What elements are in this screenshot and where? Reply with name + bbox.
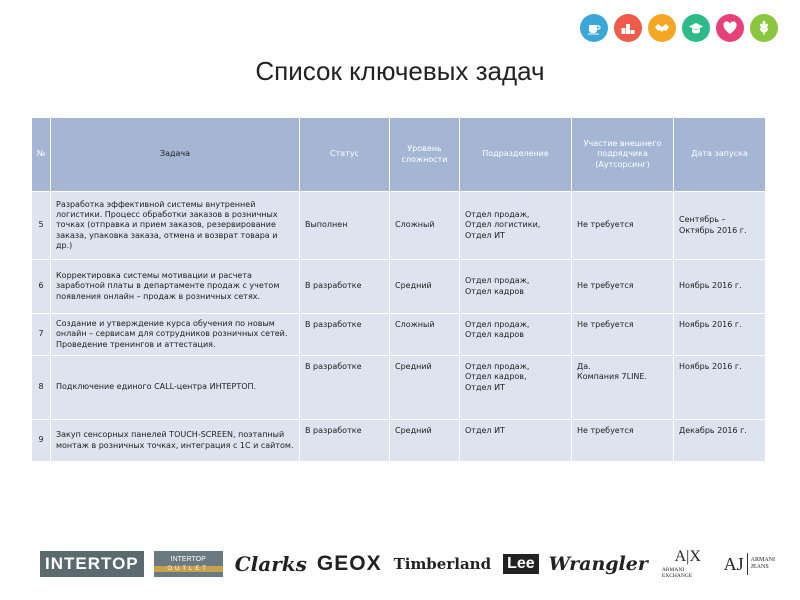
col-header-complexity: Уровень сложности (390, 118, 460, 192)
cell-outsourcing: Не требуется (572, 314, 674, 356)
cell-num: 9 (32, 420, 51, 462)
cell-launch: Ноябрь 2016 г. (674, 314, 766, 356)
table-row (32, 420, 766, 462)
cell-launch: Ноябрь 2016 г. (674, 260, 766, 314)
cell-outsourcing: Не требуется (572, 260, 674, 314)
intertop-outlet-logo (154, 551, 223, 577)
timberland-logo: Timberland (393, 555, 492, 573)
cell-launch: Ноябрь 2016 г. (674, 356, 766, 420)
cell-complexity: Сложный (390, 192, 460, 260)
page-title: Список ключевых задач (255, 56, 545, 86)
cell-status: В разработке (300, 356, 390, 420)
col-header-outsourcing: Участие внешнего подрядчика (Аутсорсинг) (572, 118, 674, 192)
lee-logo: Lee (503, 554, 539, 574)
wrangler-logo: Wrangler (548, 553, 648, 575)
cell-department: Отдел продаж, Отдел логистики, Отдел ИТ (460, 192, 572, 260)
cell-num: 6 (32, 260, 51, 314)
cell-status: В разработке (300, 260, 390, 314)
cell-task: Создание и утверждение курса обучения по новым онлайн – сервисам для сотрудников розничных сетей. Проведение тренингов и аттестация. (51, 314, 300, 356)
table-row (32, 192, 766, 260)
armani-exchange-logo (662, 549, 714, 579)
outlet-logo-top: INTERTOP (170, 556, 206, 563)
geox-logo: GEOX (316, 552, 382, 575)
handshake-icon (648, 14, 676, 42)
cell-department: Отдел продаж, Отдел кадров (460, 260, 572, 314)
cell-department: Отдел продаж, Отдел кадров (460, 314, 572, 356)
col-header-task: Задача (51, 118, 300, 192)
cell-complexity: Средний (390, 420, 460, 462)
cell-status: В разработке (300, 420, 390, 462)
outlet-logo-bottom: OUTLET (154, 566, 223, 572)
table-row (32, 356, 766, 420)
col-header-num: № (32, 118, 51, 192)
brand-logos-strip (40, 548, 775, 580)
top-icon-bar (580, 14, 778, 42)
ax-text: ARMANI EXCHANGE (661, 567, 693, 579)
aj-mark: AJ (723, 553, 744, 574)
cell-num: 8 (32, 356, 51, 420)
cell-launch: Декабрь 2016 г. (674, 420, 766, 462)
cell-complexity: Средний (390, 356, 460, 420)
aj-text (751, 557, 775, 570)
cell-launch: Сентябрь – Октябрь 2016 г. (674, 192, 766, 260)
armani-jeans-logo (724, 553, 775, 575)
podium-icon (614, 14, 642, 42)
cell-task: Подключение единого CALL-центра ИНТЕРТОП. (51, 356, 300, 420)
cup-icon (580, 14, 608, 42)
cell-num: 7 (32, 314, 51, 356)
cell-task: Закуп сенсорных панелей TOUCH-SCREEN, поэтапный монтаж в розничных точках, интеграция с 1С и сайтом. (51, 420, 300, 462)
aj-text-line-1: ARMANI (750, 557, 775, 564)
cell-department: Отдел ИТ (460, 420, 572, 462)
graduation-cap-icon (682, 14, 710, 42)
cell-complexity: Сложный (390, 314, 460, 356)
table-row (32, 260, 766, 314)
clarks-logo: Clarks (234, 552, 307, 576)
col-header-launch: Дата запуска (674, 118, 766, 192)
cell-task: Разработка эффективной системы внутренней логистики. Процесс обработки заказов в розничных точках (отправка и прием заказов, резервирование заказа, упаковка заказа, отмена и возврат товара и др.) (51, 192, 300, 260)
cell-department: Отдел продаж, Отдел кадров, Отдел ИТ (460, 356, 572, 420)
col-header-department: Подразделение (460, 118, 572, 192)
intertop-logo: INTERTOP (40, 551, 144, 577)
table-header-row (32, 118, 766, 192)
aj-divider (747, 553, 748, 575)
aj-text-line-2: JEANS (750, 564, 769, 570)
heart-icon (716, 14, 744, 42)
cell-outsourcing: Не требуется (572, 420, 674, 462)
cell-task: Корректировка системы мотивации и расчета заработной платы в департаменте продаж с учетом появления онлайн – продаж в розничных сетях. (51, 260, 300, 314)
cell-complexity: Средний (390, 260, 460, 314)
cell-status: В разработке (300, 314, 390, 356)
tasks-table (31, 117, 766, 462)
col-header-status: Статус (300, 118, 390, 192)
cell-status: Выполнен (300, 192, 390, 260)
ax-mark: A|X (674, 548, 701, 565)
wheat-icon (750, 14, 778, 42)
cell-outsourcing: Да. Компания 7LINE. (572, 356, 674, 420)
table-row (32, 314, 766, 356)
cell-num: 5 (32, 192, 51, 260)
cell-outsourcing: Не требуется (572, 192, 674, 260)
